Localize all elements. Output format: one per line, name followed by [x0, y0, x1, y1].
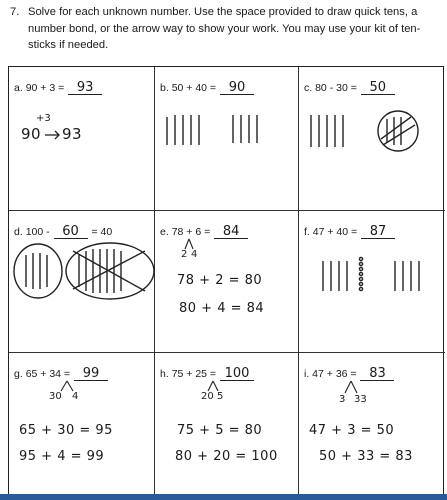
problem-e-answer: 84 [214, 225, 248, 239]
instructions-line-1: Solve for each unknown number. Use the space provided to draw quick tens, a [28, 6, 418, 18]
quick-tens-drawing [9, 211, 155, 353]
problem-a-answer: 93 [68, 81, 102, 95]
problem-g-expression: 65 + 34 = [25, 368, 71, 380]
work-equation-2: 80 + 4 = 84 [179, 301, 265, 316]
problem-d-result: = 40 [91, 226, 113, 238]
quick-tens-drawing [299, 211, 445, 353]
bond-part-right: 33 [354, 394, 367, 405]
bond-part-left: 30 [49, 391, 62, 402]
problem-grid [8, 66, 444, 495]
problem-b-label: b. [160, 82, 169, 94]
bond-part-left: 2 [181, 249, 188, 260]
arrow-end: 93 [62, 125, 83, 143]
problem-d-expression: 100 - [25, 226, 50, 238]
problem-c-expression: 80 - 30 = [315, 82, 357, 94]
quick-tens-drawing [299, 67, 445, 211]
bond-part-right: 5 [217, 391, 224, 402]
cell-c [299, 67, 445, 211]
problem-h-expression: 75 + 25 = [171, 368, 217, 380]
problem-i-answer: 83 [360, 367, 394, 381]
problem-a-label: a. [14, 82, 23, 94]
problem-f-expression: 47 + 40 = [312, 226, 358, 238]
instructions [10, 4, 435, 54]
problem-g-answer: 99 [74, 367, 108, 381]
work-equation-1: 47 + 3 = 50 [309, 423, 395, 438]
problem-a-expression: 90 + 3 = [25, 82, 65, 94]
problem-g-label: g. [14, 368, 23, 380]
problem-c-answer: 50 [361, 81, 395, 95]
page-bottom-rule [0, 494, 447, 500]
problem-number: 7. [10, 6, 20, 18]
problem-e-label: e. [160, 226, 169, 238]
bond-part-left: 20 [201, 391, 214, 402]
arrow-label: +3 [36, 113, 51, 124]
problem-b-answer: 90 [220, 81, 254, 95]
cell-h [155, 353, 299, 494]
problem-c-label: c. [304, 82, 313, 94]
problem-e-expression: 78 + 6 = [171, 226, 211, 238]
cell-e [155, 211, 299, 353]
instructions-line-3: sticks if needed. [28, 39, 109, 51]
cell-d [9, 211, 155, 353]
work-equation-1: 75 + 5 = 80 [177, 423, 263, 438]
problem-d-answer: 60 [54, 225, 88, 239]
cell-g [9, 353, 155, 494]
bond-part-left: 3 [339, 394, 346, 405]
problem-f-label: f. [304, 226, 310, 238]
problem-d-label: d. [14, 226, 23, 238]
instructions-line-2: number bond, or the arrow way to show your work. You may use your kit of ten- [28, 22, 421, 35]
bond-part-right: 4 [72, 391, 79, 402]
problem-f-answer: 87 [361, 225, 395, 239]
cell-b [155, 67, 299, 211]
work-equation-2: 50 + 33 = 83 [319, 449, 413, 464]
arrow-start: 90 [21, 125, 42, 143]
work-equation-1: 78 + 2 = 80 [177, 273, 263, 288]
bond-part-right: 4 [191, 249, 198, 260]
problem-h-label: h. [160, 368, 169, 380]
problem-b-expression: 50 + 40 = [171, 82, 217, 94]
problem-i-label: i. [304, 368, 310, 380]
work-equation-2: 80 + 20 = 100 [175, 449, 278, 464]
cell-i [299, 353, 445, 494]
problem-i-expression: 47 + 36 = [312, 368, 357, 380]
cell-f [299, 211, 445, 353]
quick-tens-drawing [155, 67, 299, 211]
problem-h-answer: 100 [220, 367, 254, 381]
cell-a [9, 67, 155, 211]
work-equation-1: 65 + 30 = 95 [19, 423, 113, 438]
work-equation-2: 95 + 4 = 99 [19, 449, 105, 464]
